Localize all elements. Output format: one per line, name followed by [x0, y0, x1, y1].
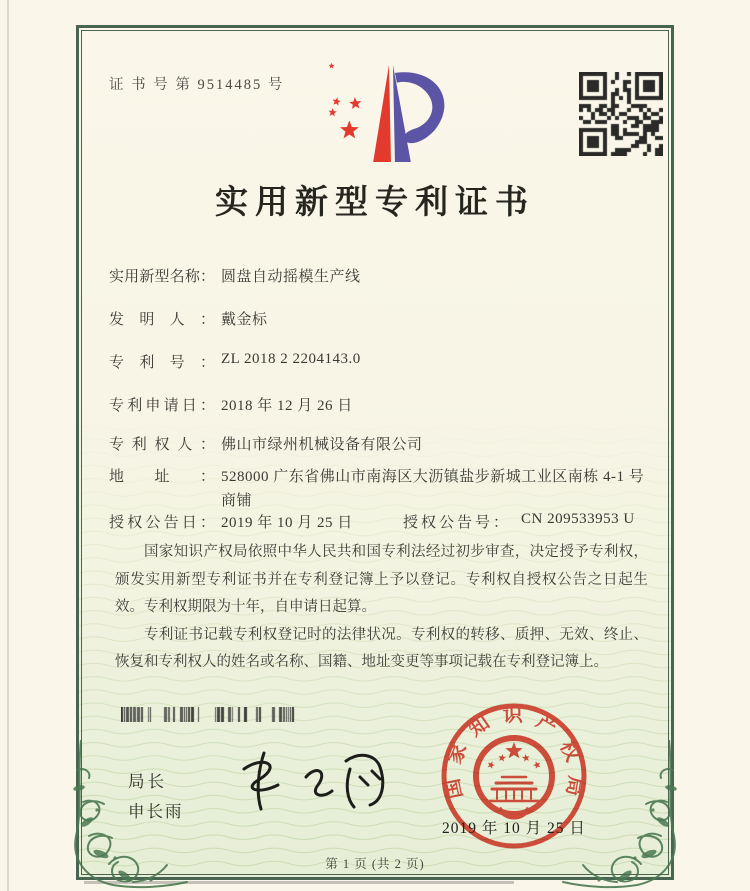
- legal-paragraph: 专利证书记载专利权登记时的法律状况。专利权的转移、质押、无效、终止、恢复和专利权人的姓名或名称、国籍、地址变更等事项记载在专利登记簿上。: [115, 626, 648, 670]
- seal-date: 2019 年 10 月 25 日: [442, 820, 586, 837]
- field-row-patentee: [109, 433, 423, 454]
- national-emblem-icon: [476, 738, 552, 817]
- field-value: 圆盘自动摇模生产线: [221, 269, 361, 285]
- field-value: 2018 年 12 月 26 日: [221, 398, 353, 414]
- signature-icon: [228, 743, 398, 828]
- field-label: 实用新型名称：: [109, 269, 215, 285]
- field-label: 专利申请日：: [109, 398, 215, 414]
- field-row-patent-no: [109, 351, 361, 372]
- certificate-title: 实用新型专利证书: [215, 185, 535, 221]
- commissioner-title: 局长: [128, 772, 167, 791]
- commissioner-name: 申长雨: [128, 802, 184, 821]
- field-value: 528000 广东省佛山市南海区大沥镇盐步新城工业区南栋 4-1 号商铺: [221, 469, 645, 509]
- page-number: 第 1 页 (共 2 页): [325, 857, 425, 871]
- field-row-grant: [109, 511, 649, 532]
- cnipa-logo-icon: [319, 61, 459, 165]
- field-label: 发明人：: [109, 312, 215, 328]
- page-edge-line: [7, 0, 9, 891]
- field-label: 专利权人：: [109, 437, 215, 453]
- field-label: 地址：: [109, 469, 215, 485]
- field-row-inventor: [109, 308, 268, 329]
- field-label: 授权公告号：: [403, 515, 512, 531]
- field-value: 2019 年 10 月 25 日: [221, 515, 353, 531]
- field-row-address: [109, 465, 651, 513]
- legal-text: [115, 539, 648, 677]
- field-row-filing-date: [109, 394, 353, 415]
- legal-paragraph: 国家知识产权局依照中华人民共和国专利法经过初步审查，决定授予专利权，颁发实用新型专利证书并在专利登记簿上予以登记。专利权自授权公告之日起生效。专利权期限为十年，自申请日起算。: [115, 544, 648, 615]
- field-label: 授权公告日：: [109, 515, 215, 531]
- qr-code: [579, 72, 663, 156]
- certificate-number: 证 书 号 第 9514485 号: [109, 77, 285, 93]
- field-value: 戴金标: [221, 312, 268, 328]
- field-value: CN 209533953 U: [521, 511, 635, 527]
- patent-certificate: [76, 25, 674, 880]
- field-label: 专利号：: [109, 355, 215, 371]
- field-value: ZL 2018 2 2204143.0: [221, 351, 361, 367]
- field-row-name: [109, 265, 361, 286]
- seal-text: 国家知识产权局: [441, 704, 587, 801]
- field-value: 佛山市绿州机械设备有限公司: [221, 437, 423, 453]
- barcode: [121, 707, 295, 722]
